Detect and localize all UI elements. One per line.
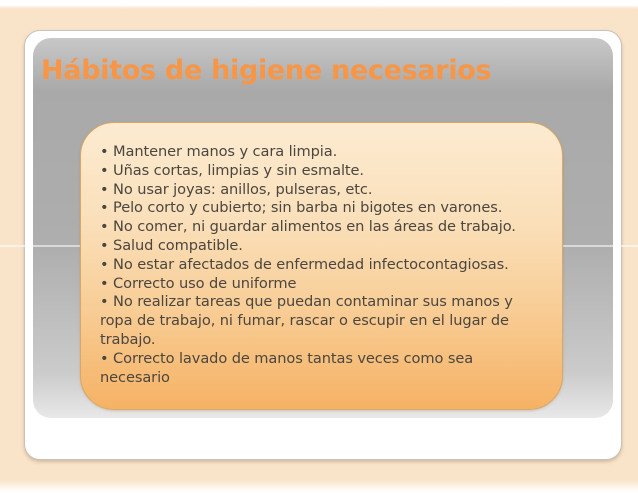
slide-title: Hábitos de higiene necesarios bbox=[41, 55, 492, 86]
bullet-line: • No realizar tareas que puedan contaminar sus manos y bbox=[100, 293, 513, 311]
bullet-line: • Mantener manos y cara limpia. bbox=[100, 143, 338, 160]
bottom-highlight-strip bbox=[0, 480, 638, 493]
content-box bbox=[80, 122, 563, 410]
bullet-line: trabajo. bbox=[100, 330, 156, 348]
bullet-line: • Correcto uso de uniforme bbox=[100, 274, 297, 292]
bullet-line: ropa de trabajo, ni fumar, rascar o escupir en el lugar de bbox=[100, 312, 509, 330]
bullet-list bbox=[100, 143, 548, 387]
bullet-line: • Uñas cortas, limpias y sin esmalte. bbox=[100, 161, 364, 179]
bullet-line: • No estar afectados de enfermedad infectocontagiosas. bbox=[100, 255, 509, 273]
bullet-line: necesario bbox=[100, 368, 170, 386]
bullet-line: • Pelo corto y cubierto; sin barba ni bigotes en varones. bbox=[100, 199, 503, 217]
bullet-line: • No usar joyas: anillos, pulseras, etc. bbox=[100, 180, 373, 198]
bullet-line: • No comer, ni guardar alimentos en las áreas de trabajo. bbox=[100, 218, 516, 236]
top-highlight-strip bbox=[0, 0, 638, 9]
bullet-line: • Salud compatible. bbox=[100, 236, 243, 254]
bullet-line: • Correcto lavado de manos tantas veces como sea bbox=[100, 349, 474, 367]
